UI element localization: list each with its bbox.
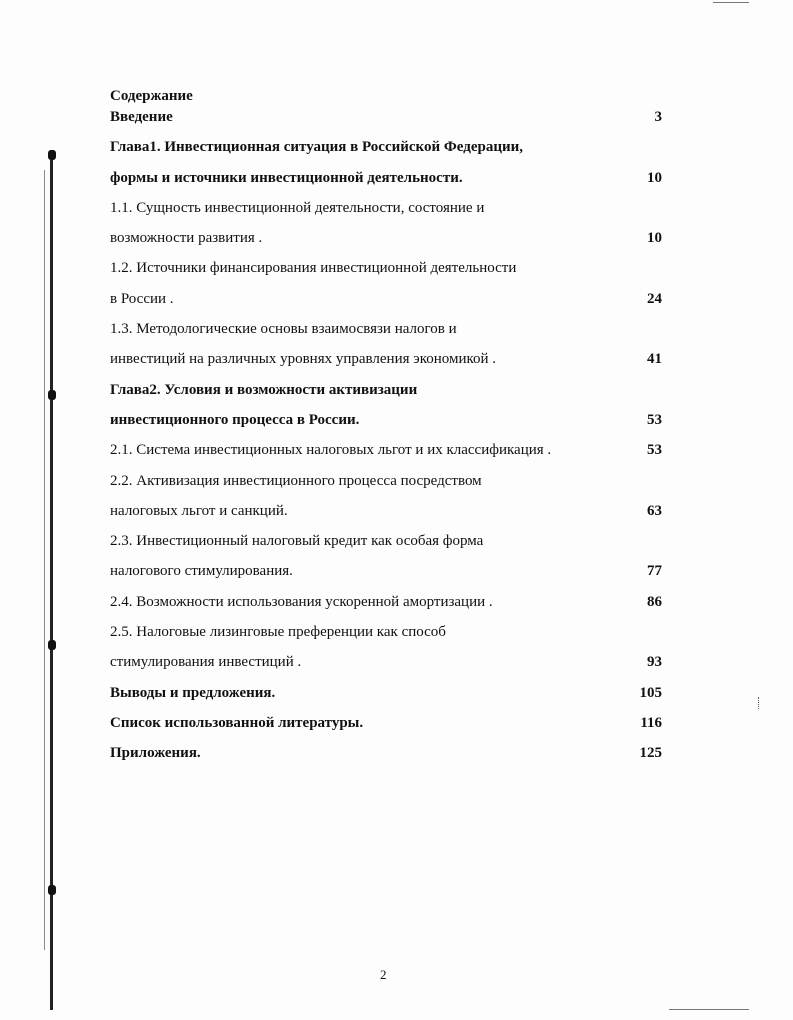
binding-mark	[48, 150, 56, 160]
toc-entry-text: стимулирования инвестиций .	[110, 654, 302, 671]
toc-row	[110, 198, 662, 228]
toc-row	[110, 471, 662, 501]
toc-entry-text: возможности развития .	[110, 230, 263, 247]
toc-entry-page: 10	[647, 230, 662, 247]
toc-row	[110, 107, 662, 137]
toc-entry-text: Выводы и предложения.	[110, 684, 276, 701]
toc-row	[110, 501, 662, 531]
scan-bottom-rule	[669, 1009, 749, 1010]
toc-row	[110, 683, 662, 713]
toc-entry-text: 1.3. Методологические основы взаимосвязи налогов и	[110, 321, 457, 338]
page-number: 2	[380, 967, 387, 982]
binding-mark	[48, 640, 56, 650]
toc-entry-page: 53	[647, 442, 662, 459]
toc-entry-text: Приложения.	[110, 745, 201, 762]
toc-row	[110, 258, 662, 288]
toc-row	[110, 349, 662, 379]
toc-entry-text: 2.1. Система инвестиционных налоговых льгот и их классификация .	[110, 442, 552, 459]
toc-entry-text: 2.4. Возможности использования ускоренной амортизации .	[110, 593, 493, 610]
toc-entry-text: инвестиционного процесса в России.	[110, 411, 360, 428]
toc-row	[110, 531, 662, 561]
toc-entry-text: Глава1. Инвестиционная ситуация в Российской Федерации,	[110, 139, 523, 156]
scan-speckle	[758, 697, 761, 709]
toc-row	[110, 289, 662, 319]
toc-row	[110, 137, 662, 167]
toc-entry-text: 2.2. Активизация инвестиционного процесса посредством	[110, 472, 482, 489]
toc-row	[110, 713, 662, 743]
toc-entry-page: 77	[647, 563, 662, 580]
toc-entry-page: 125	[639, 745, 662, 762]
toc-entry-page: 116	[640, 714, 662, 731]
toc-entry-page: 24	[647, 290, 662, 307]
toc-entry-text: Глава2. Условия и возможности активизации	[110, 381, 418, 398]
binding-line-thin	[44, 170, 45, 950]
toc-row	[110, 319, 662, 349]
toc-entry-text: Список использованной литературы.	[110, 714, 364, 731]
toc-row	[110, 652, 662, 682]
toc-entry-text: Введение	[110, 109, 173, 125]
table-of-contents	[110, 107, 662, 774]
binding-line	[50, 150, 53, 1010]
toc-entry-text: 1.2. Источники финансирования инвестиционной деятельности	[110, 260, 517, 277]
toc-entry-page: 53	[647, 411, 662, 428]
toc-entry-text: налоговых льгот и санкций.	[110, 502, 288, 519]
binding-mark	[48, 885, 56, 895]
scan-top-rule	[713, 2, 749, 3]
toc-entry-page: 41	[647, 351, 662, 368]
toc-entry-page: 63	[647, 502, 662, 519]
toc-entry-page: 10	[647, 169, 662, 186]
toc-row	[110, 743, 662, 773]
toc-entry-text: в России .	[110, 290, 174, 307]
toc-row	[110, 592, 662, 622]
toc-entry-text: инвестиций на различных уровнях управления экономикой .	[110, 351, 497, 368]
toc-entry-page: 86	[647, 593, 662, 610]
toc-entry-text: 1.1. Сущность инвестиционной деятельности, состояние и	[110, 199, 485, 216]
toc-entry-text: 2.3. Инвестиционный налоговый кредит как особая форма	[110, 533, 484, 550]
toc-heading: Содержание	[110, 88, 193, 104]
binding-mark	[48, 390, 56, 400]
toc-row	[110, 410, 662, 440]
toc-row	[110, 380, 662, 410]
toc-entry-page: 93	[647, 654, 662, 671]
toc-row	[110, 622, 662, 652]
toc-row	[110, 561, 662, 591]
toc-entry-page: 105	[639, 684, 662, 701]
toc-row	[110, 440, 662, 470]
toc-entry-text: формы и источники инвестиционной деятельности.	[110, 169, 463, 186]
scan-binding-edge	[44, 150, 56, 1020]
toc-entry-text: налогового стимулирования.	[110, 563, 293, 580]
toc-row	[110, 168, 662, 198]
toc-entry-text: 2.5. Налоговые лизинговые преференции как способ	[110, 624, 446, 641]
toc-entry-page: 3	[654, 109, 662, 125]
toc-row	[110, 228, 662, 258]
